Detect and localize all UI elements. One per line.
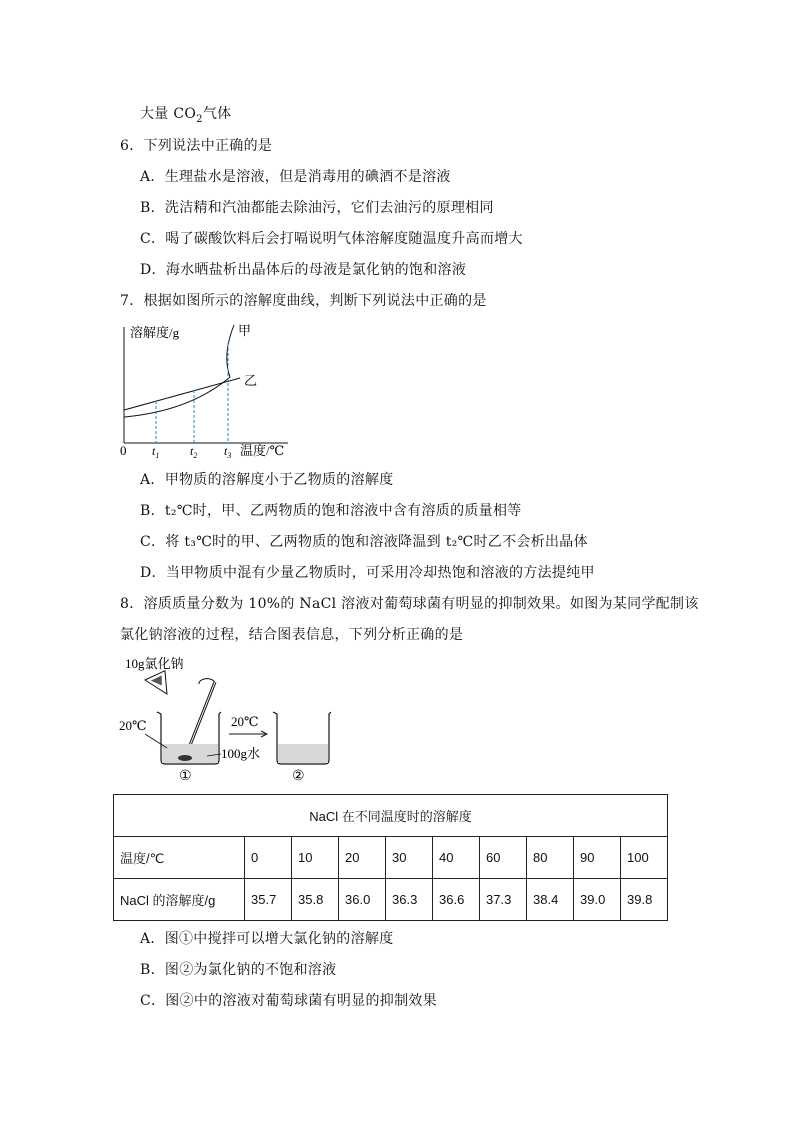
table-cell: 30 [386,837,433,879]
table-cell: 35.8 [292,879,339,921]
beaker-1-temp: 20℃ [119,718,147,733]
q8-option-b: B．图②为氯化钠的不饱和溶液 [140,962,337,978]
table-cell: 37.3 [480,879,527,921]
prev-question-tail [140,103,231,125]
water-label: 100g水 [221,746,261,761]
series-yi-label: 乙 [244,373,258,388]
table-row [114,879,668,921]
q6-option-d: D．海水晒盐析出晶体后的母液是氯化钠的饱和溶液 [140,262,467,278]
table-cell: 39.8 [621,879,668,921]
table-cell: 39.0 [574,879,621,921]
table-cell: 36.0 [339,879,386,921]
table-caption-row [114,795,668,837]
curve-yi [124,378,240,410]
figure-label-2: ② [292,769,305,784]
table-cell: 36.6 [433,879,480,921]
q6-stem: 6．下列说法中正确的是 [120,138,273,154]
salt-paper-icon [145,671,174,700]
row-header-temperature: 温度/℃ [114,837,245,879]
table-cell: 60 [480,837,527,879]
table-cell: 38.4 [527,879,574,921]
table-cell: 100 [621,837,668,879]
tick-t2: $t_2$ [190,444,198,460]
q7-option-a: A．甲物质的溶解度小于乙物质的溶解度 [140,472,394,488]
figure-label-1: ① [179,769,192,784]
prev-tail-text-b: 气体 [202,106,232,122]
q7-option-b: B．t₂℃时，甲、乙两物质的饱和溶液中含有溶质的质量相等 [140,503,522,519]
q8-option-a: A．图①中搅拌可以增大氯化钠的溶解度 [140,931,394,947]
q6-option-c: C．喝了碳酸饮料后会打嗝说明气体溶解度随温度升高而增大 [140,231,523,247]
salt-crystals [178,755,192,761]
salt-label: 10g氯化钠 [125,656,184,671]
q7-option-d: D．当甲物质中混有少量乙物质时，可采用冷却热饱和溶液的方法提纯甲 [140,565,595,581]
q6-option-a: A．生理盐水是溶液，但是消毒用的碘酒不是溶液 [140,169,451,185]
q8-stem-line2: 氯化钠溶液的过程，结合图表信息，下列分析正确的是 [120,627,464,643]
q8-option-c: C．图②中的溶液对葡萄球菌有明显的抑制效果 [140,993,438,1009]
nacl-solubility-table [113,794,668,921]
table-row [114,837,668,879]
tick-t1: $t_1$ [152,444,160,460]
table-cell: 35.7 [245,879,292,921]
beaker-2-water [278,744,328,763]
table-cell: 36.3 [386,879,433,921]
arrow-temp-label: 20℃ [231,714,259,729]
x-axis-label: 温度/℃ [240,443,285,458]
beaker-process-figure [115,652,355,792]
q8-stem-line1: 8．溶质质量分数为 10%的 NaCl 溶液对葡萄球菌有明显的抑制效果。如图为某同学配制该 [120,596,699,612]
beaker-1-water [162,744,218,763]
prev-tail-text: 大量 CO [140,106,197,122]
row-header-solubility: NaCl 的溶解度/g [114,879,245,921]
table-caption: NaCl 在不同温度时的溶解度 [114,795,668,837]
series-jia-label: 甲 [238,323,252,338]
origin-label: 0 [120,443,127,458]
table-cell: 10 [292,837,339,879]
q6-option-b: B．洗洁精和汽油都能去除油污，它们去油污的原理相同 [140,200,494,216]
table-cell: 40 [433,837,480,879]
table-cell: 20 [339,837,386,879]
table-cell: 90 [574,837,621,879]
solubility-curve-figure [110,315,310,460]
table-cell: 80 [527,837,574,879]
tick-t3: $t_3$ [224,444,232,460]
table-cell: 0 [245,837,292,879]
q7-option-c: C．将 t₃℃时的甲、乙两物质的饱和溶液降温到 t₂℃时乙不会析出晶体 [140,534,588,550]
y-axis-label: 溶解度/g [130,325,180,340]
co2-subscript: 2 [196,113,203,125]
q7-stem: 7．根据如图所示的溶解度曲线，判断下列说法中正确的是 [120,293,487,309]
